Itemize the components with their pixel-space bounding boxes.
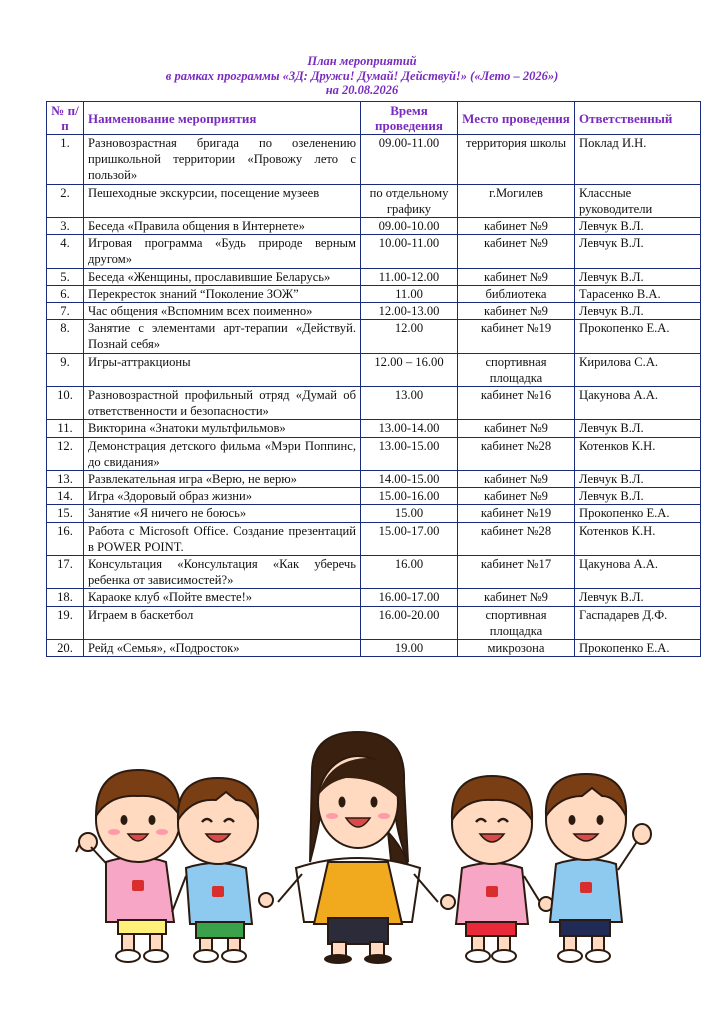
- row-responsible: Прокопенко Е.А.: [575, 320, 701, 353]
- table-row: [47, 488, 701, 505]
- document-title: [0, 54, 724, 98]
- table-row: [47, 320, 701, 353]
- row-responsible: Левчук В.Л.: [575, 303, 701, 320]
- row-name: Игры-аттракционы: [84, 353, 361, 386]
- row-place: кабинет №9: [458, 268, 575, 285]
- row-name: Разновозрастная бригада по озеленению пришкольной территории «Провожу лето с пользой»: [84, 135, 361, 185]
- children-holding-hands-illustration: [76, 732, 651, 964]
- row-time: 13.00: [361, 387, 458, 420]
- row-place: спортивная площадка: [458, 606, 575, 639]
- row-place: кабинет №9: [458, 589, 575, 606]
- row-time: 11.00-12.00: [361, 268, 458, 285]
- table-row: [47, 556, 701, 589]
- row-responsible: Левчук В.Л.: [575, 235, 701, 268]
- row-place: кабинет №9: [458, 235, 575, 268]
- row-place: кабинет №28: [458, 437, 575, 470]
- row-time: 19.00: [361, 640, 458, 657]
- row-num: 15.: [47, 505, 84, 522]
- title-line-1: План мероприятий: [307, 54, 417, 68]
- row-name: Перекресток знаний “Поколение ЗОЖ”: [84, 285, 361, 302]
- header-responsible: Ответственный: [575, 102, 701, 135]
- row-responsible: Гаспадарев Д.Ф.: [575, 606, 701, 639]
- row-name: Консультация «Консультация «Как уберечь ребенка от зависимостей?»: [84, 556, 361, 589]
- row-responsible: Тарасенко В.А.: [575, 285, 701, 302]
- row-time: 12.00-13.00: [361, 303, 458, 320]
- row-name: Рейд «Семья», «Подросток»: [84, 640, 361, 657]
- table-row: [47, 471, 701, 488]
- row-name: Развлекательная игра «Верю, не верю»: [84, 471, 361, 488]
- row-responsible: Кирилова С.А.: [575, 353, 701, 386]
- table-row: [47, 387, 701, 420]
- row-name: Час общения «Вспомним всех поименно»: [84, 303, 361, 320]
- row-place: кабинет №9: [458, 420, 575, 437]
- table-row: [47, 303, 701, 320]
- row-num: 3.: [47, 218, 84, 235]
- row-num: 14.: [47, 488, 84, 505]
- child-4: [546, 774, 651, 962]
- row-name: Играем в баскетбол: [84, 606, 361, 639]
- row-num: 17.: [47, 556, 84, 589]
- row-place: кабинет №17: [458, 556, 575, 589]
- row-time: 10.00-11.00: [361, 235, 458, 268]
- row-place: кабинет №16: [458, 387, 575, 420]
- row-time: 16.00-20.00: [361, 606, 458, 639]
- row-time: 13.00-15.00: [361, 437, 458, 470]
- row-name: Пешеходные экскурсии, посещение музеев: [84, 184, 361, 217]
- row-place: библиотека: [458, 285, 575, 302]
- row-time: 12.00 – 16.00: [361, 353, 458, 386]
- row-place: кабинет №19: [458, 320, 575, 353]
- row-num: 20.: [47, 640, 84, 657]
- row-name: Демонстрация детского фильма «Мэри Поппинс, до свидания»: [84, 437, 361, 470]
- row-place: спортивная площадка: [458, 353, 575, 386]
- table-row: [47, 218, 701, 235]
- table-row: [47, 522, 701, 555]
- row-num: 1.: [47, 135, 84, 185]
- child-2: [172, 778, 273, 962]
- row-place: кабинет №19: [458, 505, 575, 522]
- row-place: г.Могилев: [458, 184, 575, 217]
- row-name: Работа с Microsoft Office. Создание презентаций в POWER POINT.: [84, 522, 361, 555]
- row-time: 12.00: [361, 320, 458, 353]
- row-time: 15.00-16.00: [361, 488, 458, 505]
- row-time: 14.00-15.00: [361, 471, 458, 488]
- child-3: [452, 776, 553, 962]
- table-row: [47, 420, 701, 437]
- row-num: 5.: [47, 268, 84, 285]
- row-num: 11.: [47, 420, 84, 437]
- row-responsible: Левчук В.Л.: [575, 268, 701, 285]
- row-place: кабинет №9: [458, 488, 575, 505]
- row-responsible: Цакунова А.А.: [575, 387, 701, 420]
- row-responsible: Котенков К.Н.: [575, 437, 701, 470]
- header-num: № п/п: [47, 102, 84, 135]
- row-responsible: Котенков К.Н.: [575, 522, 701, 555]
- row-name: Занятие «Я ничего не боюсь»: [84, 505, 361, 522]
- row-num: 7.: [47, 303, 84, 320]
- row-time: 11.00: [361, 285, 458, 302]
- row-time: 16.00-17.00: [361, 589, 458, 606]
- title-line-2: в рамках программы «3Д: Дружи! Думай! Действуй!» («Лето – 2026»): [165, 68, 559, 83]
- row-num: 6.: [47, 285, 84, 302]
- row-name: Игровая программа «Будь природе верным другом»: [84, 235, 361, 268]
- row-responsible: Левчук В.Л.: [575, 488, 701, 505]
- table-row: [47, 606, 701, 639]
- table-row: [47, 589, 701, 606]
- child-1: [76, 770, 180, 962]
- row-num: 18.: [47, 589, 84, 606]
- row-place: кабинет №9: [458, 218, 575, 235]
- row-num: 16.: [47, 522, 84, 555]
- row-responsible: Цакунова А.А.: [575, 556, 701, 589]
- row-name: Караоке клуб «Пойте вместе!»: [84, 589, 361, 606]
- table-header-row: [47, 102, 701, 135]
- row-num: 4.: [47, 235, 84, 268]
- table-row: [47, 353, 701, 386]
- header-time: Время проведения: [361, 102, 458, 135]
- title-line-3: на 20.08.2026: [325, 83, 399, 97]
- row-time: 16.00: [361, 556, 458, 589]
- row-time: 15.00: [361, 505, 458, 522]
- header-place: Место проведения: [458, 102, 575, 135]
- table-row: [47, 640, 701, 657]
- table-row: [47, 437, 701, 470]
- row-time: 13.00-14.00: [361, 420, 458, 437]
- row-name: Игра «Здоровый образ жизни»: [84, 488, 361, 505]
- row-responsible: Прокопенко Е.А.: [575, 505, 701, 522]
- row-place: территория школы: [458, 135, 575, 185]
- row-time: по отдельному графику: [361, 184, 458, 217]
- row-responsible: Левчук В.Л.: [575, 420, 701, 437]
- table-row: [47, 235, 701, 268]
- table-row: [47, 505, 701, 522]
- row-name: Беседа «Правила общения в Интернете»: [84, 218, 361, 235]
- row-time: 09.00-11.00: [361, 135, 458, 185]
- row-num: 8.: [47, 320, 84, 353]
- children-illustration: [66, 712, 658, 964]
- row-responsible: Левчук В.Л.: [575, 471, 701, 488]
- row-place: кабинет №9: [458, 303, 575, 320]
- header-name: Наименование мероприятия: [84, 102, 361, 135]
- row-responsible: Классные руководители: [575, 184, 701, 217]
- row-num: 2.: [47, 184, 84, 217]
- row-responsible: Левчук В.Л.: [575, 218, 701, 235]
- row-name: Разновозрастной профильный отряд «Думай об ответственности и безопасности»: [84, 387, 361, 420]
- row-num: 12.: [47, 437, 84, 470]
- row-place: кабинет №28: [458, 522, 575, 555]
- table-row: [47, 268, 701, 285]
- row-num: 10.: [47, 387, 84, 420]
- row-name: Занятие с элементами арт-терапии «Действуй. Познай себя»: [84, 320, 361, 353]
- table-row: [47, 285, 701, 302]
- row-place: кабинет №9: [458, 471, 575, 488]
- events-table: [46, 101, 701, 657]
- table-row: [47, 184, 701, 217]
- teacher: [278, 732, 455, 964]
- row-time: 09.00-10.00: [361, 218, 458, 235]
- row-responsible: Поклад И.Н.: [575, 135, 701, 185]
- row-responsible: Прокопенко Е.А.: [575, 640, 701, 657]
- row-place: микрозона: [458, 640, 575, 657]
- row-num: 13.: [47, 471, 84, 488]
- row-name: Викторина «Знатоки мультфильмов»: [84, 420, 361, 437]
- row-num: 9.: [47, 353, 84, 386]
- row-responsible: Левчук В.Л.: [575, 589, 701, 606]
- row-num: 19.: [47, 606, 84, 639]
- table-row: [47, 135, 701, 185]
- row-time: 15.00-17.00: [361, 522, 458, 555]
- row-name: Беседа «Женщины, прославившие Беларусь»: [84, 268, 361, 285]
